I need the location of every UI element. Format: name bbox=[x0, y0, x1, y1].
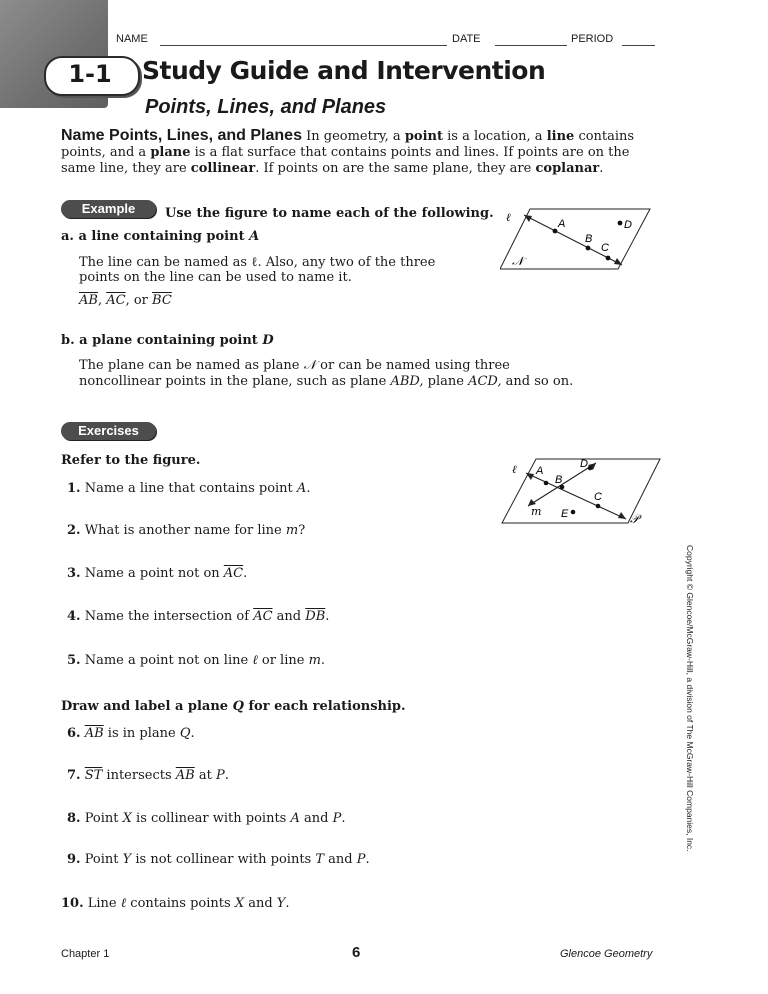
var: m bbox=[308, 653, 321, 668]
var: Q bbox=[179, 726, 191, 741]
question-4 bbox=[67, 609, 329, 624]
text: . bbox=[224, 768, 229, 783]
text: Line bbox=[83, 896, 121, 911]
question-number: 6. bbox=[67, 726, 81, 741]
question-number: 8. bbox=[67, 811, 81, 826]
part-b-var: D bbox=[262, 333, 274, 348]
text: or line bbox=[257, 653, 309, 668]
page-subtitle: Points, Lines, and Planes bbox=[145, 96, 387, 118]
question-number: 4. bbox=[67, 609, 81, 624]
part-a-line-names bbox=[79, 293, 172, 308]
var: Y bbox=[122, 852, 132, 867]
var: P bbox=[332, 811, 342, 826]
label-c: C bbox=[594, 491, 602, 503]
question-5 bbox=[67, 652, 325, 668]
text: . bbox=[325, 609, 330, 624]
text: Name a point not on bbox=[80, 566, 224, 581]
part-b-answer-line1 bbox=[79, 358, 510, 373]
text: Point bbox=[80, 852, 123, 867]
question-10 bbox=[61, 895, 290, 911]
var: m bbox=[285, 523, 299, 538]
label-d: D bbox=[624, 219, 632, 231]
text: . bbox=[341, 811, 346, 826]
line-bc: $\overline{BC}$ bbox=[152, 293, 172, 308]
point-c bbox=[606, 256, 611, 261]
text: intersects bbox=[102, 768, 176, 783]
var: ℓ bbox=[120, 896, 127, 911]
point-b bbox=[586, 246, 591, 251]
part-a-answer-line1: The line can be named as ℓ. Also, any two of the three bbox=[79, 255, 436, 270]
question-number: 2. bbox=[67, 523, 81, 538]
label-a: A bbox=[536, 465, 544, 477]
text: Name a line that contains point bbox=[80, 481, 297, 496]
var: T bbox=[315, 852, 325, 867]
intro-text: is a flat surface that contains points and lines. If points are on the same line, they are bbox=[61, 145, 630, 176]
var: ℓ bbox=[252, 653, 258, 668]
line-st: $\overline{ST}$ bbox=[84, 768, 103, 783]
line-ac: $\overline{AC}$ bbox=[223, 566, 244, 581]
text: ? bbox=[298, 523, 306, 538]
label-a: A bbox=[558, 218, 566, 230]
label-plane-n: 𝒩 bbox=[512, 254, 524, 268]
label-m: m bbox=[531, 505, 542, 518]
line-ab: $\overline{AB}$ bbox=[79, 293, 98, 308]
label-plane-p: 𝒫 bbox=[630, 512, 639, 526]
label-l: ℓ bbox=[506, 211, 511, 224]
name-label: NAME bbox=[116, 33, 148, 45]
period-label: PERIOD bbox=[571, 33, 614, 45]
part-a-answer-line2: points on the line can be used to name it. bbox=[79, 270, 352, 285]
intro-paragraph bbox=[61, 128, 661, 177]
label-b: B bbox=[555, 474, 563, 486]
line-ab: $\overline{AB}$ bbox=[175, 768, 195, 783]
line-ac: $\overline{AC}$ bbox=[253, 609, 273, 624]
text: . bbox=[365, 852, 370, 867]
part-b-label: b. a plane containing point bbox=[61, 333, 263, 348]
question-9 bbox=[67, 852, 370, 867]
footer-book-title: Glencoe Geometry bbox=[560, 948, 653, 960]
question-number: 5. bbox=[67, 653, 81, 668]
copyright-notice: Copyright © Glencoe/McGraw-Hill, a division of The McGraw-Hill Companies, Inc. bbox=[685, 545, 695, 852]
intro-text: contains points, and a bbox=[61, 129, 635, 160]
term-point: point bbox=[404, 129, 443, 144]
point-c bbox=[596, 504, 601, 509]
footer-page-number: 6 bbox=[352, 944, 361, 961]
exercise-figure bbox=[498, 453, 668, 528]
text: contains points bbox=[126, 896, 235, 911]
part-a-var: A bbox=[249, 229, 260, 244]
question-number: 1. bbox=[67, 481, 81, 496]
text: and so on. bbox=[501, 374, 574, 389]
text: . bbox=[243, 566, 248, 581]
section-heading: Name Points, Lines, and Planes bbox=[61, 127, 302, 144]
example-figure bbox=[500, 203, 660, 273]
date-field-line[interactable] bbox=[495, 45, 567, 46]
page-title: Study Guide and Intervention bbox=[142, 56, 546, 85]
label-d: D bbox=[580, 458, 588, 470]
plane-abd: ABD, bbox=[390, 374, 424, 389]
term-line: line bbox=[546, 129, 575, 144]
text: and bbox=[272, 609, 306, 624]
question-number: 3. bbox=[67, 566, 81, 581]
text: and bbox=[299, 811, 333, 826]
period-field-line[interactable] bbox=[622, 45, 655, 46]
example-part-b bbox=[61, 333, 274, 348]
text: and bbox=[324, 852, 357, 867]
text: The plane can be named as plane bbox=[79, 358, 304, 373]
separator: , or bbox=[125, 293, 148, 308]
label-l: ℓ bbox=[512, 463, 517, 476]
label-c: C bbox=[601, 242, 609, 254]
part-a-label: a. a line containing point bbox=[61, 229, 250, 244]
label-e: E bbox=[561, 508, 569, 520]
example-part-a bbox=[61, 229, 259, 244]
text: . bbox=[320, 653, 326, 668]
question-number: 9. bbox=[67, 852, 81, 867]
date-label: DATE bbox=[452, 33, 481, 45]
var: X bbox=[122, 811, 132, 826]
label-b: B bbox=[585, 233, 593, 245]
footer-chapter: Chapter 1 bbox=[61, 948, 110, 960]
point-a bbox=[544, 481, 549, 486]
var: A bbox=[296, 481, 307, 496]
question-8 bbox=[67, 811, 345, 826]
text: is in plane bbox=[103, 726, 180, 741]
intro-text: In geometry, a bbox=[301, 129, 405, 144]
refer-instruction: Refer to the figure. bbox=[61, 453, 201, 468]
point-d bbox=[588, 466, 593, 471]
point-d bbox=[618, 221, 623, 226]
question-number: 7. bbox=[67, 768, 81, 783]
intro-text: . bbox=[599, 161, 604, 176]
var: A bbox=[290, 811, 300, 826]
text: for each relationship. bbox=[243, 699, 406, 714]
text: is not collinear with points bbox=[131, 852, 316, 867]
text: Point bbox=[80, 811, 123, 826]
text: Draw and label a plane bbox=[61, 699, 233, 714]
text: Name the intersection of bbox=[80, 609, 254, 624]
point-a bbox=[553, 229, 558, 234]
intro-text: . If points on are the same plane, they are bbox=[255, 161, 536, 176]
text: Name a point not on line bbox=[80, 653, 253, 668]
var: P bbox=[356, 852, 366, 867]
term-collinear: collinear bbox=[190, 161, 256, 176]
question-2 bbox=[67, 523, 305, 538]
plane-n: 𝒩 bbox=[303, 358, 317, 373]
text: . bbox=[285, 896, 290, 911]
text: What is another name for line bbox=[80, 523, 286, 538]
part-b-answer-line2 bbox=[79, 374, 573, 389]
plane-acd: ACD, bbox=[468, 374, 502, 389]
var: X bbox=[234, 896, 245, 911]
text: is collinear with points bbox=[131, 811, 291, 826]
question-3 bbox=[67, 566, 247, 581]
exercises-badge: Exercises bbox=[61, 422, 156, 440]
lesson-number: 1-1 bbox=[68, 60, 112, 88]
var: Q bbox=[232, 699, 244, 714]
text: . bbox=[190, 726, 195, 741]
line-db: $\overline{DB}$ bbox=[305, 609, 326, 624]
name-field-line[interactable] bbox=[160, 45, 447, 46]
line-ac: $\overline{AC}$ bbox=[106, 293, 126, 308]
text: noncollinear points in the plane, such as plane bbox=[79, 374, 391, 389]
question-6 bbox=[67, 726, 195, 741]
question-number: 10. bbox=[61, 896, 84, 911]
term-plane: plane bbox=[150, 145, 191, 160]
var: Y bbox=[276, 896, 286, 911]
term-coplanar: coplanar bbox=[535, 161, 600, 176]
text: at bbox=[194, 768, 216, 783]
var: P bbox=[215, 768, 225, 783]
separator: , bbox=[97, 293, 103, 308]
example-instruction: Use the figure to name each of the following. bbox=[165, 206, 494, 221]
line-ab: $\overline{AB}$ bbox=[84, 726, 104, 741]
example-badge: Example bbox=[61, 200, 156, 218]
intro-text: is a location, a bbox=[442, 129, 547, 144]
text: . bbox=[306, 481, 311, 496]
point-e bbox=[571, 510, 576, 515]
draw-instruction bbox=[61, 699, 406, 714]
text: and bbox=[244, 896, 277, 911]
question-7 bbox=[67, 768, 229, 783]
text: plane bbox=[423, 374, 469, 389]
question-1 bbox=[67, 481, 310, 496]
text: or can be named using three bbox=[316, 358, 510, 373]
